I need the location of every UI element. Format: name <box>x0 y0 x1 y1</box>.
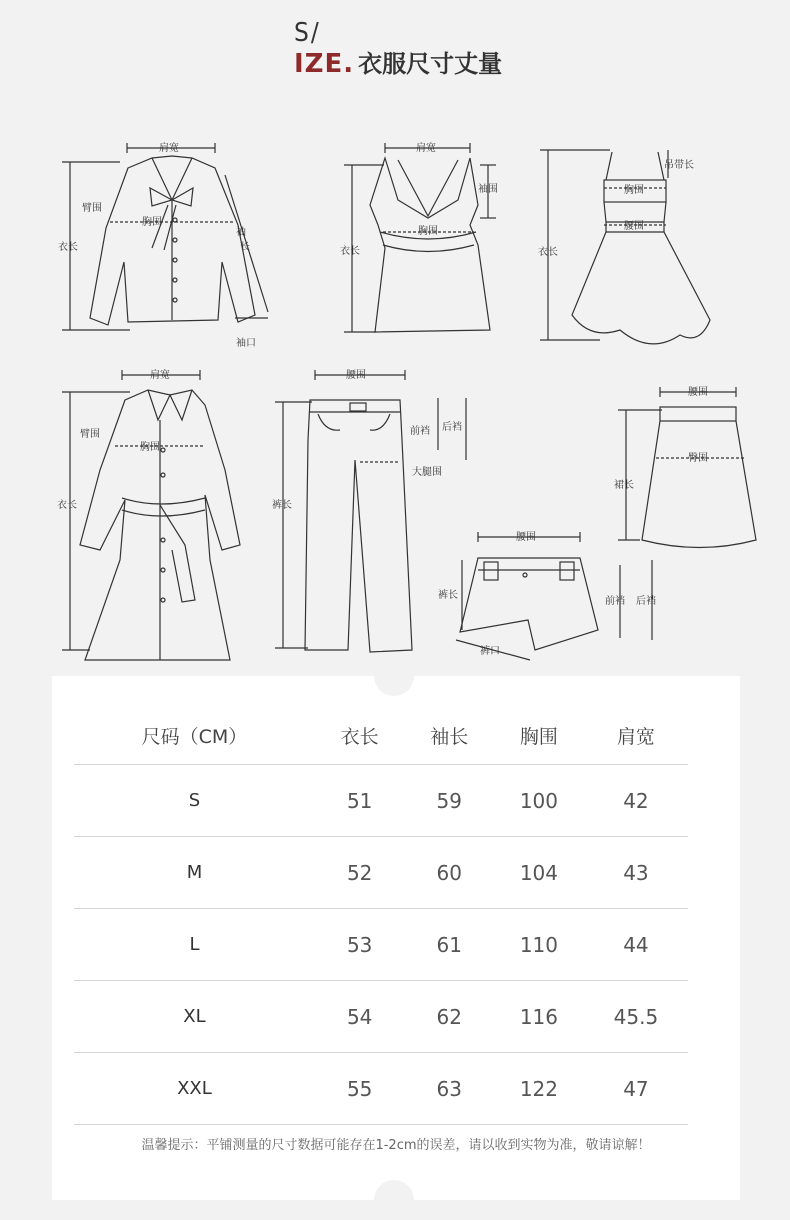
shorts-back-rise-label: 后裆 <box>636 596 656 607</box>
dress-chest-label: 胸围 <box>624 185 644 196</box>
table-row <box>74 909 688 981</box>
skirt-diagram <box>614 386 756 548</box>
cell-shoulder: 42 <box>584 765 688 837</box>
vest-length-label: 衣长 <box>340 246 360 257</box>
pants-length-label: 裤长 <box>272 500 292 511</box>
shirt-diagram <box>58 141 268 349</box>
table-row <box>74 837 688 909</box>
shirt-shoulder-label: 肩宽 <box>159 143 179 154</box>
header-size: 尺码（CM） <box>74 706 315 765</box>
cell-sleeve: 59 <box>404 765 494 837</box>
table-row <box>74 981 688 1053</box>
shorts-length-label: 裤长 <box>438 590 458 601</box>
title-line-1: S/ <box>294 18 321 48</box>
header-shoulder: 肩宽 <box>584 706 688 765</box>
skirt-waist-label: 腰围 <box>688 387 708 398</box>
coat-chest-label: 胸围 <box>140 442 160 453</box>
vest-diagram <box>340 141 498 332</box>
dress-waist-label: 腰围 <box>624 221 644 232</box>
skirt-hip-label: 臀围 <box>688 453 708 464</box>
header-length: 衣长 <box>315 706 405 765</box>
header-chest: 胸围 <box>494 706 584 765</box>
shirt-sleeve-label-1: 袖 <box>236 227 246 238</box>
card-notch-top <box>374 656 414 696</box>
table-row <box>74 1053 688 1125</box>
table-row <box>74 765 688 837</box>
cell-size: S <box>74 765 315 837</box>
coat-arm-label: 臂围 <box>80 429 100 440</box>
header-sleeve: 袖长 <box>404 706 494 765</box>
shirt-sleeve-label-2: 长 <box>240 242 250 253</box>
coat-length-label: 衣长 <box>57 500 77 511</box>
cell-chest: 116 <box>494 981 584 1053</box>
cell-shoulder: 47 <box>584 1053 688 1125</box>
cell-length: 51 <box>315 765 405 837</box>
cell-size: M <box>74 837 315 909</box>
cell-shoulder: 43 <box>584 837 688 909</box>
table-header-row <box>74 706 688 765</box>
cell-size: XL <box>74 981 315 1053</box>
size-table <box>74 706 688 1125</box>
dress-strap-label: 吊带长 <box>664 160 694 171</box>
cell-size: L <box>74 909 315 981</box>
pants-diagram <box>272 369 466 652</box>
shorts-front-rise-label: 前裆 <box>605 596 625 607</box>
card-notch-bottom <box>374 1180 414 1220</box>
coat-shoulder-label: 肩宽 <box>150 370 170 381</box>
shorts-waist-label: 腰围 <box>516 532 536 543</box>
pants-thigh-label: 大腿围 <box>412 467 442 478</box>
cell-length: 52 <box>315 837 405 909</box>
shirt-cuff-label: 袖口 <box>236 338 256 349</box>
size-chart-card <box>52 676 740 1200</box>
pants-front-rise-label: 前裆 <box>410 426 430 437</box>
cell-length: 55 <box>315 1053 405 1125</box>
coat-diagram <box>57 368 240 660</box>
pants-waist-label: 腰围 <box>346 370 366 381</box>
shorts-diagram <box>438 531 656 660</box>
title-text: 衣服尺寸丈量 <box>358 50 503 78</box>
shirt-arm-label: 臂围 <box>82 203 102 214</box>
cell-chest: 104 <box>494 837 584 909</box>
cell-shoulder: 45.5 <box>584 981 688 1053</box>
shirt-length-label: 衣长 <box>58 242 78 253</box>
vest-chest-label: 胸围 <box>418 226 438 237</box>
pants-back-rise-label: 后裆 <box>442 422 462 433</box>
shorts-leg-label: 裤口 <box>480 646 500 657</box>
cell-size: XXL <box>74 1053 315 1125</box>
dress-diagram <box>538 150 710 344</box>
cell-sleeve: 63 <box>404 1053 494 1125</box>
cell-sleeve: 62 <box>404 981 494 1053</box>
dress-length-label: 衣长 <box>538 247 558 258</box>
cell-chest: 100 <box>494 765 584 837</box>
cell-length: 53 <box>315 909 405 981</box>
title-accent: IZE. <box>294 49 355 79</box>
cell-sleeve: 61 <box>404 909 494 981</box>
skirt-length-label: 裙长 <box>614 480 634 491</box>
cell-shoulder: 44 <box>584 909 688 981</box>
vest-armhole-label: 袖围 <box>478 184 498 195</box>
cell-sleeve: 60 <box>404 837 494 909</box>
cell-length: 54 <box>315 981 405 1053</box>
shirt-chest-label: 胸围 <box>142 217 162 228</box>
cell-chest: 122 <box>494 1053 584 1125</box>
cell-chest: 110 <box>494 909 584 981</box>
vest-shoulder-label: 肩宽 <box>416 143 436 154</box>
measurement-note: 温馨提示：平铺测量的尺寸数据可能存在1-2cm的误差，请以收到实物为准，敬请谅解！ <box>141 1138 651 1153</box>
